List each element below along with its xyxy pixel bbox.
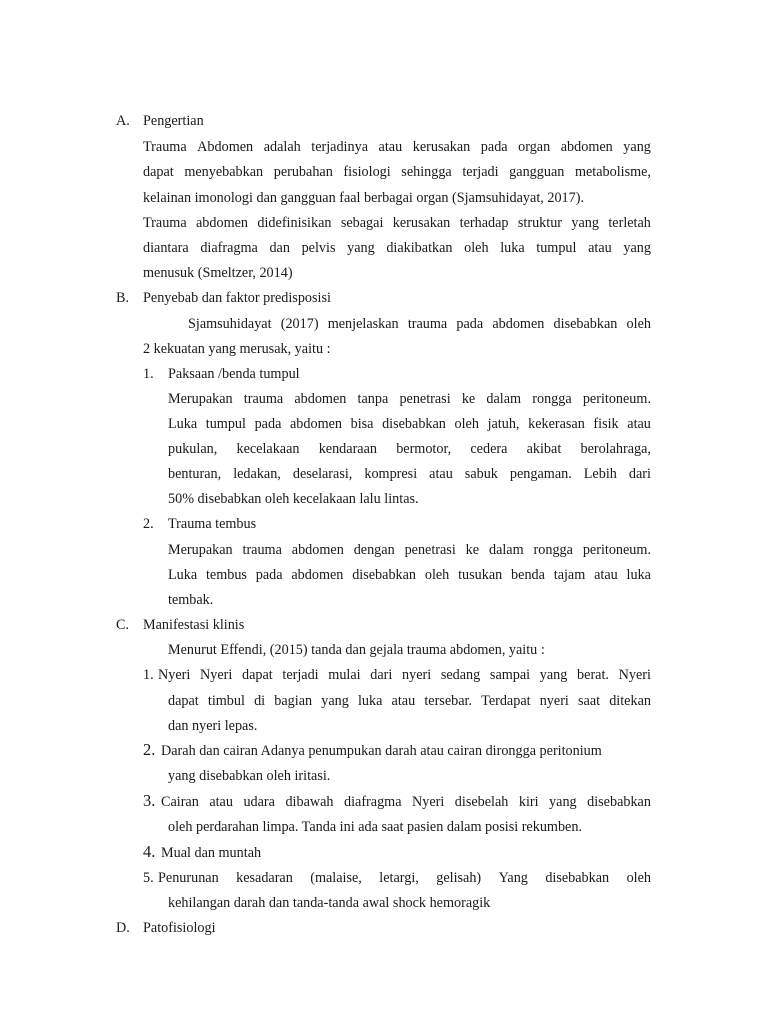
section-c-item-1-num: 1. bbox=[143, 667, 154, 683]
section-b-item-2-num: 2. bbox=[143, 516, 154, 532]
section-c-item-5-line-1: Penurunan kesadaran (malaise, letargi, gelisah) Yang disebabkan oleh bbox=[158, 870, 651, 886]
section-c-intro: Menurut Effendi, (2015) tanda dan gejala trauma abdomen, yaitu : bbox=[168, 642, 545, 658]
section-c-heading: Manifestasi klinis bbox=[143, 617, 245, 633]
section-b-item-1-line-2: Luka tumpul pada abdomen bisa disebabkan oleh jatuh, kekerasan fisik atau bbox=[168, 416, 651, 432]
section-c-item-2-line-1: Darah dan cairan Adanya penumpukan darah atau cairan dirongga peritonium bbox=[161, 743, 602, 759]
section-b-item-2-line-3: tembak. bbox=[168, 592, 214, 608]
section-c-item-4-num: 4. bbox=[143, 842, 156, 861]
section-c-item-3-line-2: oleh perdarahan limpa. Tanda ini ada saat pasien dalam posisi rekumben. bbox=[168, 819, 582, 835]
section-a-p1-line-3: kelainan imonologi dan gangguan faal berbagai organ (Sjamsuhidayat, 2017). bbox=[143, 190, 585, 206]
section-c-item-2-line-2: yang disebabkan oleh iritasi. bbox=[168, 768, 331, 784]
section-c-item-1-line-1: Nyeri Nyeri dapat terjadi mulai dari nyeri sedang sampai yang berat. Nyeri bbox=[158, 667, 651, 683]
section-c-item-1-line-3: dan nyeri lepas. bbox=[168, 718, 258, 734]
section-b-item-1-line-1: Merupakan trauma abdomen tanpa penetrasi ke dalam rongga peritoneum. bbox=[168, 391, 651, 407]
section-b-item-1-title: Paksaan /benda tumpul bbox=[168, 366, 300, 382]
section-b-item-1-line-5: 50% disebabkan oleh kecelakaan lalu lintas. bbox=[168, 491, 419, 507]
section-a-heading: Pengertian bbox=[143, 113, 204, 129]
section-c-letter: C. bbox=[116, 617, 130, 633]
section-c-item-2-num: 2. bbox=[143, 740, 156, 759]
section-b-item-1-num: 1. bbox=[143, 366, 154, 382]
section-a-p2-line-2: diantara diafragma dan pelvis yang diakibatkan oleh luka tumpul atau yang bbox=[143, 240, 651, 256]
section-c-item-3-num: 3. bbox=[143, 791, 156, 810]
section-b-intro-line-1: Sjamsuhidayat (2017) menjelaskan trauma pada abdomen disebabkan oleh bbox=[188, 316, 651, 332]
section-b-item-2-title: Trauma tembus bbox=[168, 516, 257, 532]
section-c-item-5-num: 5. bbox=[143, 870, 154, 886]
section-b-heading: Penyebab dan faktor predisposisi bbox=[143, 290, 331, 306]
section-a-p1-line-2: dapat menyebabkan perubahan fisiologi sehingga terjadi gangguan metabolisme, bbox=[143, 164, 651, 180]
section-c-item-1-line-2: dapat timbul di bagian yang luka atau tersebar. Terdapat nyeri saat ditekan bbox=[168, 693, 651, 709]
section-c-item-3-line-1: Cairan atau udara dibawah diafragma Nyeri disebelah kiri yang disebabkan bbox=[161, 794, 651, 810]
section-d-letter: D. bbox=[116, 920, 130, 936]
section-c-item-5-line-2: kehilangan darah dan tanda-tanda awal shock hemoragik bbox=[168, 895, 491, 911]
section-d-heading: Patofisiologi bbox=[143, 920, 216, 936]
section-c-item-4-line-1: Mual dan muntah bbox=[161, 845, 262, 861]
section-a-letter: A. bbox=[116, 113, 130, 129]
section-b-letter: B. bbox=[116, 290, 130, 306]
section-b-item-2-line-2: Luka tembus pada abdomen disebabkan oleh tusukan benda tajam atau luka bbox=[168, 567, 651, 583]
section-b-item-2-line-1: Merupakan trauma abdomen dengan penetrasi ke dalam rongga peritoneum. bbox=[168, 542, 651, 558]
section-a-p1-line-1: Trauma Abdomen adalah terjadinya atau kerusakan pada organ abdomen yang bbox=[143, 139, 651, 155]
section-a-p2-line-1: Trauma abdomen didefinisikan sebagai kerusakan terhadap struktur yang terletah bbox=[143, 215, 651, 231]
section-b-item-1-line-3: pukulan, kecelakaan kendaraan bermotor, cedera akibat berolahraga, bbox=[168, 441, 651, 457]
section-b-intro-line-2: 2 kekuatan yang merusak, yaitu : bbox=[143, 341, 331, 357]
section-a-p2-line-3: menusuk (Smeltzer, 2014) bbox=[143, 265, 293, 281]
section-b-item-1-line-4: benturan, ledakan, deselarasi, kompresi atau sabuk pengaman. Lebih dari bbox=[168, 466, 651, 482]
